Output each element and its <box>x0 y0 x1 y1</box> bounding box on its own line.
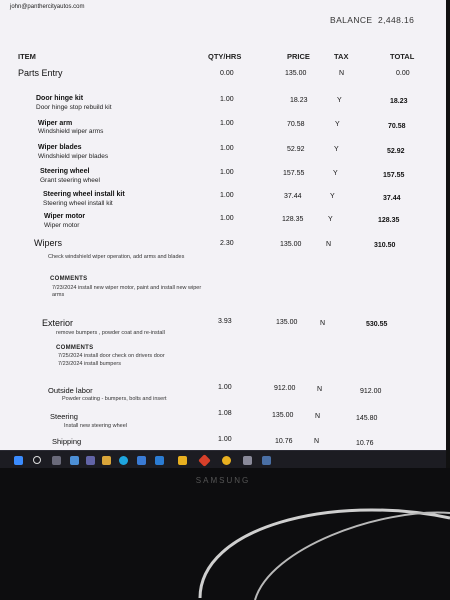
outside-labor-tax: N <box>317 386 323 393</box>
outside-labor-total: 912.00 <box>360 388 382 395</box>
part-qty: 1.00 <box>220 192 234 199</box>
balance-label: BALANCE <box>330 15 373 25</box>
part-total: 157.55 <box>383 172 405 179</box>
part-name[interactable]: Steering wheel <box>40 168 90 175</box>
part-total: 52.92 <box>387 148 405 155</box>
part-qty: 1.00 <box>220 120 234 127</box>
steering-tax: N <box>315 413 321 420</box>
part-tax: Y <box>333 170 338 177</box>
part-price: 128.35 <box>282 216 304 223</box>
part-price: 52.92 <box>287 146 305 153</box>
parts-entry-tax: N <box>339 70 345 77</box>
part-tax: Y <box>337 97 342 104</box>
col-qty: QTY/HRS <box>208 52 242 61</box>
part-name[interactable]: Wiper motor <box>44 213 86 220</box>
parts-entry-qty: 0.00 <box>220 70 234 77</box>
parts-entry-price: 135.00 <box>285 70 307 77</box>
monitor-brand-logo: SAMSUNG <box>195 476 251 485</box>
part-name[interactable]: Wiper arm <box>38 120 73 127</box>
col-tax: TAX <box>334 52 349 61</box>
shipping-tax: N <box>314 438 320 445</box>
part-price: 18.23 <box>290 97 308 104</box>
outside-labor-qty: 1.00 <box>218 384 232 391</box>
part-tax: Y <box>328 216 333 223</box>
chrome-icon[interactable] <box>222 456 231 465</box>
section-parts-entry[interactable]: Parts Entry <box>18 68 63 78</box>
part-qty: 1.00 <box>220 145 234 152</box>
settings-icon[interactable] <box>243 456 252 465</box>
wipers-comment: 7/23/2024 install new wiper motor, paint and install new wiper arms <box>52 285 202 298</box>
part-name[interactable]: Wiper blades <box>38 144 82 151</box>
part-desc: Wiper motor <box>44 222 80 229</box>
part-total: 37.44 <box>383 195 401 202</box>
exterior-total: 530.55 <box>366 321 388 328</box>
mail-icon[interactable] <box>155 456 164 465</box>
outside-labor-description: Powder coating - bumpers, bolts and insert <box>62 396 167 402</box>
taskbar <box>0 450 446 468</box>
shipping-qty: 1.00 <box>218 436 232 443</box>
exterior-comments-label: COMMENTS <box>56 345 94 351</box>
part-desc: Grant steering wheel <box>40 177 100 184</box>
wipers-qty: 2.30 <box>220 240 234 247</box>
windows-start-icon[interactable] <box>14 456 23 465</box>
part-total: 128.35 <box>378 217 400 224</box>
part-total: 70.58 <box>388 123 406 130</box>
task-view-icon[interactable] <box>52 456 61 465</box>
teams-icon[interactable] <box>86 456 95 465</box>
part-tax: Y <box>335 121 340 128</box>
parts-entry-total: 0.00 <box>396 70 410 77</box>
steering-total: 145.80 <box>356 415 378 422</box>
section-steering[interactable]: Steering <box>50 412 78 421</box>
wipers-tax: N <box>326 241 332 248</box>
part-price: 157.55 <box>283 170 305 177</box>
steering-price: 135.00 <box>272 412 294 419</box>
part-qty: 1.00 <box>220 215 234 222</box>
section-outside-labor[interactable]: Outside labor <box>48 386 93 395</box>
part-tax: Y <box>330 193 335 200</box>
exterior-comment: 7/25/2024 install door check on drivers door <box>58 353 165 359</box>
wipers-comments-label: COMMENTS <box>50 276 88 282</box>
part-desc: Door hinge stop rebuild kit <box>36 104 112 111</box>
part-tax: Y <box>334 146 339 153</box>
section-shipping[interactable]: Shipping <box>52 437 82 446</box>
col-price: PRICE <box>287 52 310 61</box>
shipping-total: 10.76 <box>356 440 374 447</box>
wipers-total: 310.50 <box>374 242 396 249</box>
search-icon[interactable] <box>33 456 41 464</box>
part-desc: Windshield wiper blades <box>38 153 109 160</box>
customer-email: john@panthercityautos.com <box>10 4 85 10</box>
part-price: 70.58 <box>287 121 305 128</box>
outside-labor-price: 912.00 <box>274 385 296 392</box>
exterior-qty: 3.93 <box>218 318 232 325</box>
file-explorer-icon[interactable] <box>102 456 111 465</box>
exterior-description: remove bumpers , powder coat and re-install <box>56 330 165 336</box>
balance <box>330 15 414 25</box>
exterior-price: 135.00 <box>276 319 298 326</box>
widgets-icon[interactable] <box>70 456 79 465</box>
part-desc: Steering wheel install kit <box>43 200 113 207</box>
wipers-price: 135.00 <box>280 241 302 248</box>
app-icon[interactable] <box>262 456 271 465</box>
part-desc: Windshield wiper arms <box>38 128 104 135</box>
part-price: 37.44 <box>284 193 302 200</box>
col-item: ITEM <box>18 52 36 61</box>
part-qty: 1.00 <box>220 169 234 176</box>
steering-qty: 1.08 <box>218 410 232 417</box>
balance-value: 2,448.16 <box>378 15 415 25</box>
desk-cables <box>0 468 450 600</box>
part-name[interactable]: Door hinge kit <box>36 95 84 102</box>
steering-description: Install new steering wheel <box>64 423 127 429</box>
shipping-price: 10.76 <box>275 438 293 445</box>
edge-icon[interactable] <box>119 456 128 465</box>
part-qty: 1.00 <box>220 96 234 103</box>
store-icon[interactable] <box>137 456 146 465</box>
wipers-description: Check windshield wiper operation, add arms and blades <box>48 254 185 260</box>
exterior-tax: N <box>320 320 326 327</box>
col-total: TOTAL <box>390 52 415 61</box>
part-name[interactable]: Steering wheel install kit <box>43 191 125 198</box>
part-total: 18.23 <box>390 98 408 105</box>
office-icon[interactable] <box>198 454 211 467</box>
photos-icon[interactable] <box>178 456 187 465</box>
section-exterior[interactable]: Exterior <box>42 318 74 328</box>
exterior-comment: 7/23/2024 install bumpers <box>58 361 121 367</box>
section-wipers[interactable]: Wipers <box>34 238 63 248</box>
